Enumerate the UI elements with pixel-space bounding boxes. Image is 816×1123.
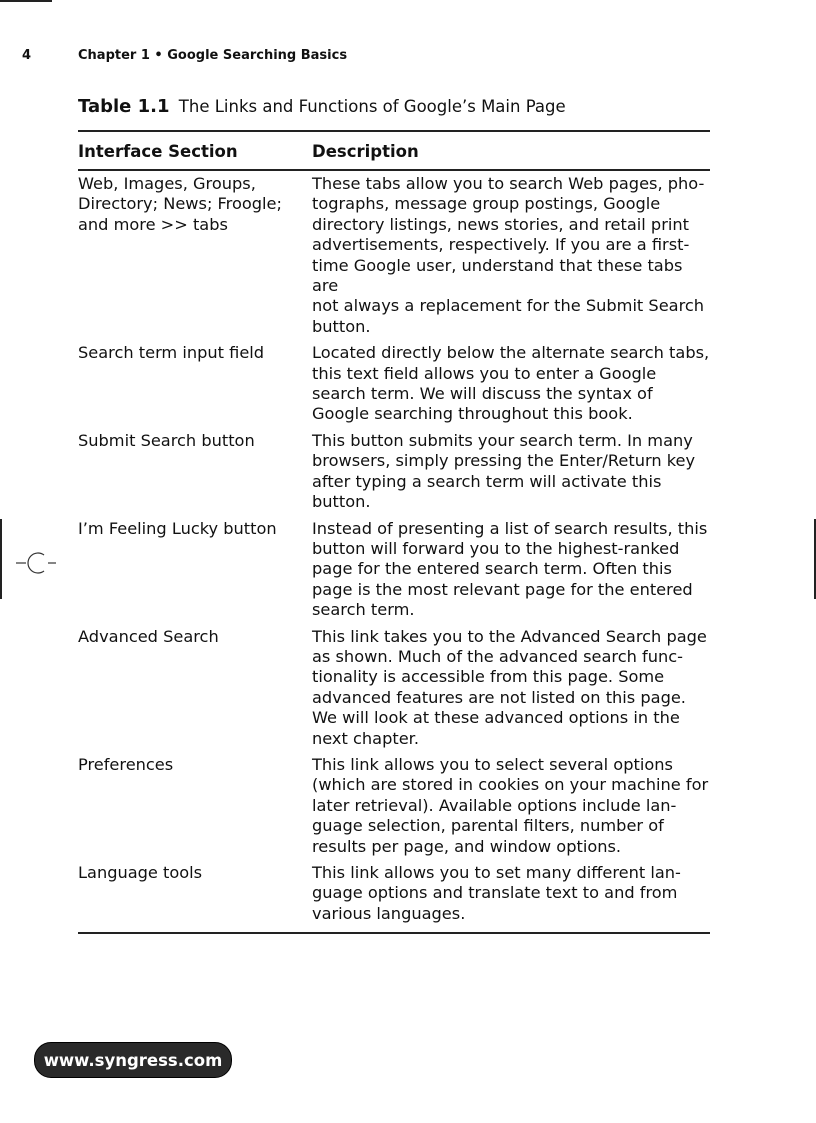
row-section: Search term input field [78,343,265,363]
row-description: Located directly below the alternate search tabs, this text field allows you to enter a Google search term. We will discuss the syntax of Google searching throughout this book. [312,343,710,424]
row-description: Instead of presenting a list of search results, this button will forward you to the highest-ranked page for the entered search term. Often this page is the most relevant page for the entered search term. [312,518,708,620]
row-section: Preferences [78,754,174,774]
row-description: This button submits your search term. In many browsers, simply pressing the Enter/Return key after typing a search term will activate this button. [312,430,696,512]
table-label: Table 1.1 [78,96,170,117]
row-section: Submit Search button [78,430,255,450]
table-row [78,519,710,621]
running-head [22,48,347,63]
table-row [78,343,710,425]
table-row [78,863,710,924]
page-number: 4 [22,48,32,63]
row-description: This link allows you to select several options (which are stored in cookies on your machine for later retrieval). Available options include lan- guage selection, parental filters, number of results per page, and window options. [312,754,709,856]
table-row [78,431,710,513]
row-section: Advanced Search [78,626,219,646]
table-row [78,755,710,857]
chapter-title: Chapter 1 • Google Searching Basics [78,48,348,63]
table-row [78,627,710,749]
row-section: Language tools [78,863,203,882]
column-header-description: Description [312,142,419,161]
crop-mark-top [0,0,52,2]
table-body [78,171,710,932]
publisher-url-badge[interactable]: www.syngress.com [34,1042,232,1078]
table-row [78,174,710,337]
registration-mark-icon [14,548,58,578]
column-header-interface-section: Interface Section [78,142,238,161]
row-description: This link allows you to set many different lan- guage options and translate text to and from various languages. [312,863,681,923]
table-header-row [78,132,710,171]
table-caption [78,96,566,117]
row-section: I’m Feeling Lucky button [78,518,277,538]
row-description: This link takes you to the Advanced Search page as shown. Much of the advanced search func- tionality is accessible from this page. Some advanced features are not listed on this page. We will look at these advanced options in the next chapter. [312,626,707,748]
crop-mark-left [0,519,2,599]
row-section: Web, Images, Groups, Directory; News; Froogle; and more >> tabs [78,174,282,234]
functions-table [78,130,710,934]
row-description: These tabs allow you to search Web pages, pho- tographs, message group postings, Google directory listings, news stories, and retail print advertisements, respectively. If you are a first- time Google user, understand that these tabs are not always a replacement for the Submit Search button. [312,174,705,336]
table-title: The Links and Functions of Google’s Main Page [178,97,566,116]
